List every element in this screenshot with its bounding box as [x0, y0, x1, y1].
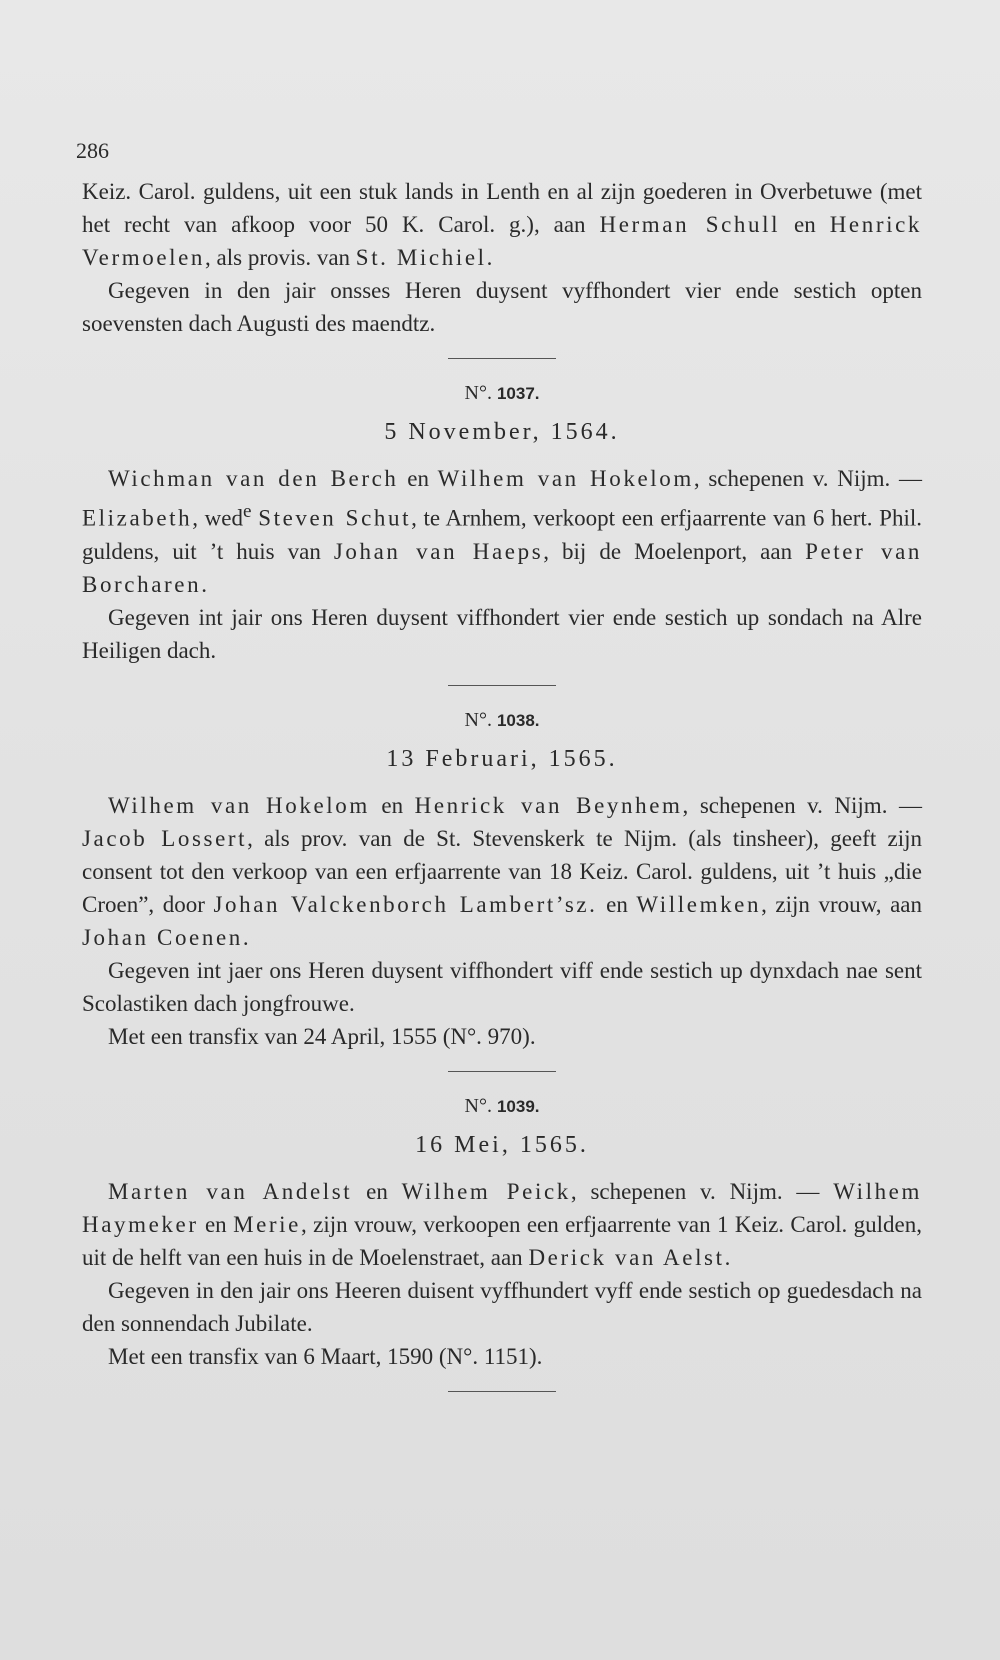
- page-body: [82, 175, 922, 1412]
- dating-clause: Gegeven int jaer ons Heren duysent viffhondert viff ende sestich up dynxdach nae sent Scolastiken dach jongfrouwe.: [82, 957, 922, 1016]
- continuation-paragraph: Keiz. Carol. guldens, uit een stuk lands in Lenth en al zijn goederen in Overbetuwe (met het recht van afkoop voor 50 K. Carol. g.), aan Herman Schull en Henrick Vermoelen, als provis. van St. Michiel.: [82, 179, 922, 270]
- dating-clause: Gegeven int jair ons Heren duysent viffhondert vier ende sestich up sondach na Alre Heiligen dach.: [82, 604, 922, 663]
- entry-number: N°. 1038.: [464, 708, 540, 731]
- entry-date: 16 Mei, 1565.: [415, 1131, 589, 1158]
- entry-abstract: Marten van Andelst en Wilhem Peick, schepenen v. Nijm. — Wilhem Haymeker en Merie, zijn vrouw, verkoopen een erfjaarrente van 1 Keiz. Carol. gulden, uit de helft van een huis in de Moelenstraet, aan Derick van Aelst.: [82, 1178, 922, 1270]
- institution-name: St. Michiel: [355, 245, 487, 270]
- entry-date: 5 November, 1564.: [384, 419, 620, 445]
- transfix-note: Met een transfix van 24 April, 1555 (N°. 970).: [108, 1023, 536, 1049]
- entry-abstract: Wichman van den Berch en Wilhem van Hokelom, schepenen v. Nijm. — Elizabeth, wed$^e$ Steven Schut, te Arnhem, verkoopt een erfjaarrente van 6 hert. Phil. guldens, uit ’t huis van Johan van Haeps, bij de Moelenport, aan Peter van Borcharen.: [82, 466, 923, 597]
- entry-date: 13 Februari, 1565.: [386, 745, 618, 772]
- section-divider: [448, 358, 556, 359]
- entry-abstract: Wilhem van Hokelom en Henrick van Beynhem, schepenen v. Nijm. — Jacob Lossert, als prov. van de St. Stevenskerk te Nijm. (als tinsheer), geeft zijn consent tot den verkoop van een erfjaarrente van 18 Keiz. Carol. guldens, uit ’t huis „die Croen”, door Johan Valckenborch Lambert’sz. en Willemken, zijn vrouw, aan Johan Coenen.: [82, 792, 922, 950]
- section-divider: [448, 1391, 556, 1392]
- dating-clause: Gegeven in den jair ons Heeren duisent vyffhundert vyff ende sestich op guedesdach na den sonnendach Jubilate.: [82, 1277, 922, 1336]
- dating-clause: Gegeven in den jair onsses Heren duysent vyffhondert vier ende sestich opten soevensten dach Augusti des maendtz.: [82, 278, 922, 336]
- entry-number: N°. 1037.: [464, 382, 540, 404]
- section-divider: [448, 1071, 556, 1072]
- person-name: Henrick Vermoelen: [82, 212, 922, 270]
- person-name: Herman Schull: [599, 212, 781, 237]
- page-number: 286: [76, 138, 109, 163]
- entry-number: N°. 1039.: [464, 1094, 540, 1117]
- transfix-note: Met een transfix van 6 Maart, 1590 (N°. 1151).: [108, 1343, 543, 1369]
- section-divider: [448, 685, 556, 686]
